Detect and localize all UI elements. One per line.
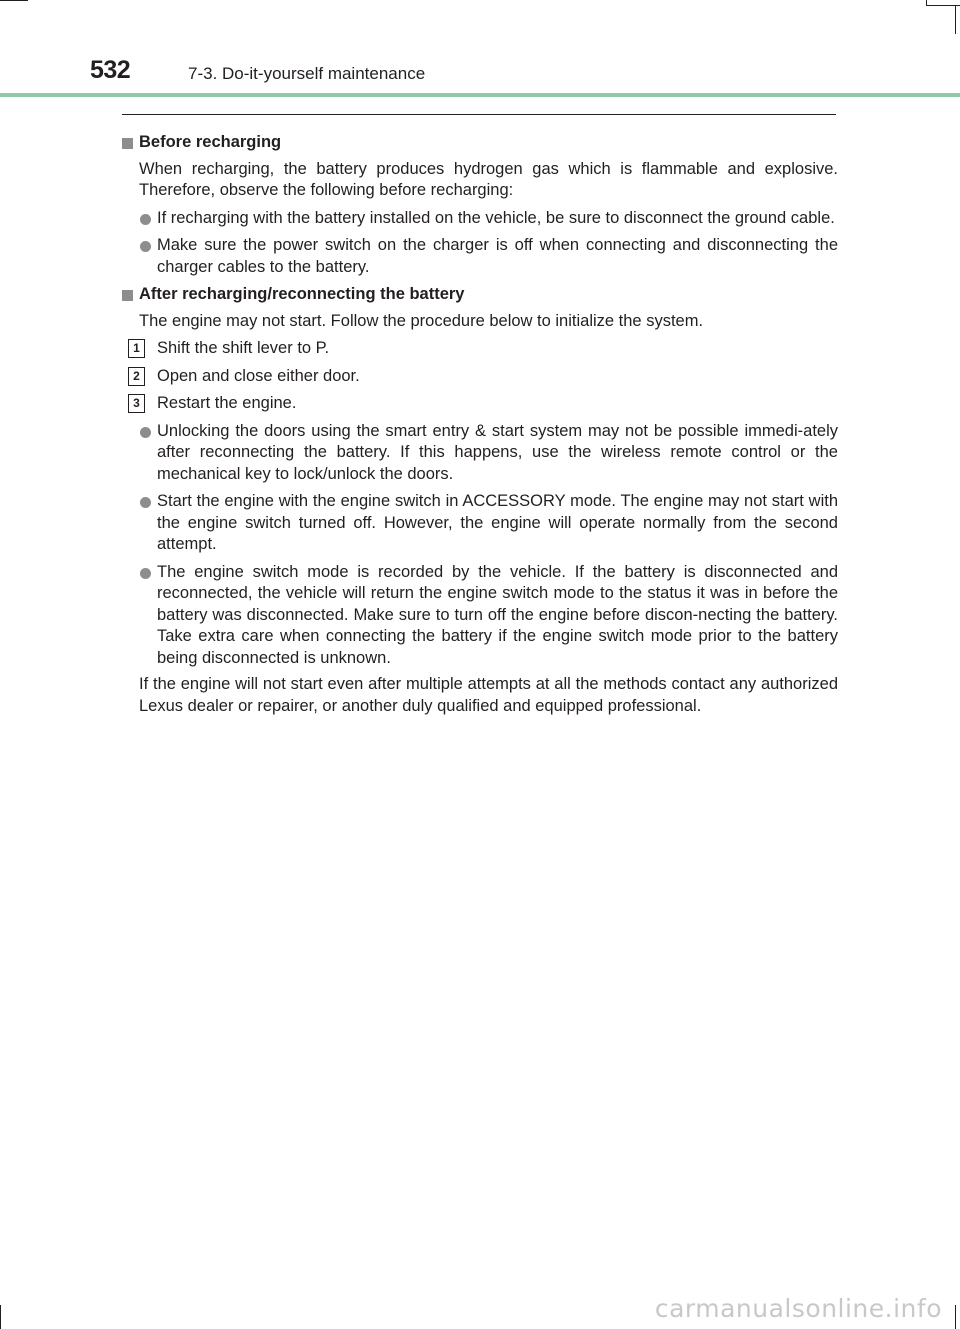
heading-text: Before recharging	[139, 133, 282, 151]
list-item	[122, 208, 838, 230]
step-text: Shift the shift lever to P.	[157, 339, 330, 357]
list-item-text: Make sure the power switch on the charger is off when connecting and disconnecting the charger cables to the battery.	[157, 236, 838, 276]
page-content	[122, 126, 838, 717]
list-item	[122, 235, 838, 278]
list-item-text: If recharging with the battery installed on the vehicle, be sure to disconnect the ground cable.	[157, 208, 835, 227]
crop-mark	[0, 1305, 1, 1329]
square-bullet-icon	[122, 290, 133, 301]
list-item-text: Unlocking the doors using the smart entry & start system may not be possible immedi-ately after reconnecting the battery. If this happens, use the wireless remote control or the mechanical key to lock/unlock the doors.	[157, 421, 838, 483]
list-item-text: The engine switch mode is recorded by the vehicle. If the battery is disconnected and reconnected, the vehicle will return the engine switch mode to the status it was in before the battery was disconnected. Make sure to turn off the engine before discon-necting the battery. Take extra care when connecting the battery if the engine switch mode prior to the battery being disconnected is unknown.	[157, 562, 838, 667]
step-item	[122, 366, 838, 388]
circle-bullet-icon	[140, 214, 151, 225]
step-text: Open and close either door.	[157, 366, 360, 385]
crop-mark	[955, 6, 956, 34]
circle-bullet-icon	[140, 568, 151, 579]
square-bullet-icon	[122, 138, 133, 149]
page-number: 532	[90, 56, 131, 84]
content-rule	[122, 114, 836, 115]
header-rule	[0, 93, 960, 97]
list-item	[122, 421, 838, 486]
list-item	[122, 562, 838, 670]
step-number: 1	[128, 339, 145, 358]
crop-mark	[0, 0, 28, 1]
step-number: 3	[128, 394, 145, 413]
section-title: 7-3. Do-it-yourself maintenance	[188, 64, 426, 83]
circle-bullet-icon	[140, 427, 151, 438]
step-text: Restart the engine.	[157, 394, 297, 412]
list-item	[122, 491, 838, 556]
crop-mark	[955, 1305, 956, 1329]
closing-paragraph: If the engine will not start even after multiple attempts at all the methods contact any authorized Lexus dealer or repairer, or another duly qualified and equipped professional.	[139, 675, 838, 715]
section-heading	[122, 132, 838, 154]
circle-bullet-icon	[140, 241, 151, 252]
step-item	[122, 338, 838, 360]
section-heading	[122, 284, 838, 306]
circle-bullet-icon	[140, 497, 151, 508]
step-item	[122, 393, 838, 415]
paragraph: The engine may not start. Follow the procedure below to initialize the system.	[139, 311, 704, 330]
step-number: 2	[128, 367, 145, 386]
list-item-text: Start the engine with the engine switch in ACCESSORY mode. The engine may not start with the engine switch turned off. However, the engine will operate normally from the second attempt.	[157, 492, 838, 553]
watermark: carmanualsonline.info	[654, 1294, 942, 1323]
heading-text: After recharging/reconnecting the battery	[139, 285, 465, 303]
paragraph: When recharging, the battery produces hydrogen gas which is flammable and explosive. Therefore, observe the following before recharging:	[139, 159, 838, 199]
